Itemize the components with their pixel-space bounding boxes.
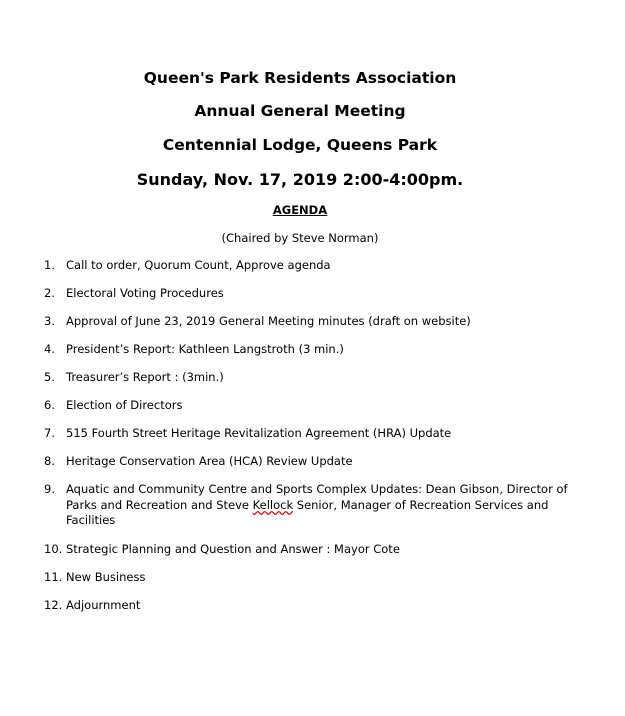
agenda-item-number: 8. bbox=[44, 454, 55, 468]
organization-title: Queen's Park Residents Association bbox=[143, 69, 457, 87]
agenda-item-text bbox=[66, 482, 578, 529]
agenda-item-number: 12. bbox=[44, 598, 63, 612]
agenda-item-number: 10. bbox=[44, 542, 63, 556]
venue-line: Centennial Lodge, Queens Park bbox=[162, 136, 438, 154]
agenda-item-text: New Business bbox=[66, 570, 146, 584]
agenda-item-text: Election of Directors bbox=[66, 398, 183, 412]
agenda-item-number: 7. bbox=[44, 426, 55, 440]
agenda-heading: AGENDA bbox=[272, 203, 328, 217]
agenda-item-text: Approval of June 23, 2019 General Meeting minutes (draft on website) bbox=[66, 314, 471, 328]
agenda-item-text-part: Senior, Manager of Recreation Services and Facilities bbox=[66, 497, 549, 527]
agenda-item-text: Electoral Voting Procedures bbox=[66, 286, 224, 300]
meeting-title: Annual General Meeting bbox=[194, 102, 406, 120]
date-time-line: Sunday, Nov. 17, 2019 2:00-4:00pm. bbox=[136, 170, 464, 189]
agenda-item-text: Call to order, Quorum Count, Approve agenda bbox=[66, 258, 331, 272]
agenda-item-text: Strategic Planning and Question and Answer : Mayor Cote bbox=[66, 542, 400, 556]
agenda-item-text: Adjournment bbox=[66, 598, 141, 612]
agenda-item-number: 3. bbox=[44, 314, 55, 328]
agenda-item-number: 1. bbox=[44, 258, 55, 272]
agenda-item-number: 6. bbox=[44, 398, 55, 412]
agenda-item-number: 5. bbox=[44, 370, 55, 384]
agenda-item-text: Treasurer’s Report : (3min.) bbox=[66, 370, 224, 384]
agenda-item-text: President’s Report: Kathleen Langstroth (3 min.) bbox=[66, 342, 344, 356]
agenda-item-text: Heritage Conservation Area (HCA) Review Update bbox=[66, 454, 353, 468]
chair-line: (Chaired by Steve Norman) bbox=[221, 231, 379, 245]
agenda-item-number: 11. bbox=[44, 570, 63, 584]
agenda-item-text: 515 Fourth Street Heritage Revitalization Agreement (HRA) Update bbox=[66, 426, 452, 440]
spellcheck-flagged-word: Kellock bbox=[252, 497, 294, 512]
agenda-item-number: 9. bbox=[44, 482, 55, 496]
agenda-item-number: 4. bbox=[44, 342, 55, 356]
agenda-item-text-part: Aquatic and Community Centre and Sports Complex Updates: Dean Gibson, Director of Parks and Recreation and Steve bbox=[66, 482, 568, 512]
agenda-item-number: 2. bbox=[44, 286, 55, 300]
